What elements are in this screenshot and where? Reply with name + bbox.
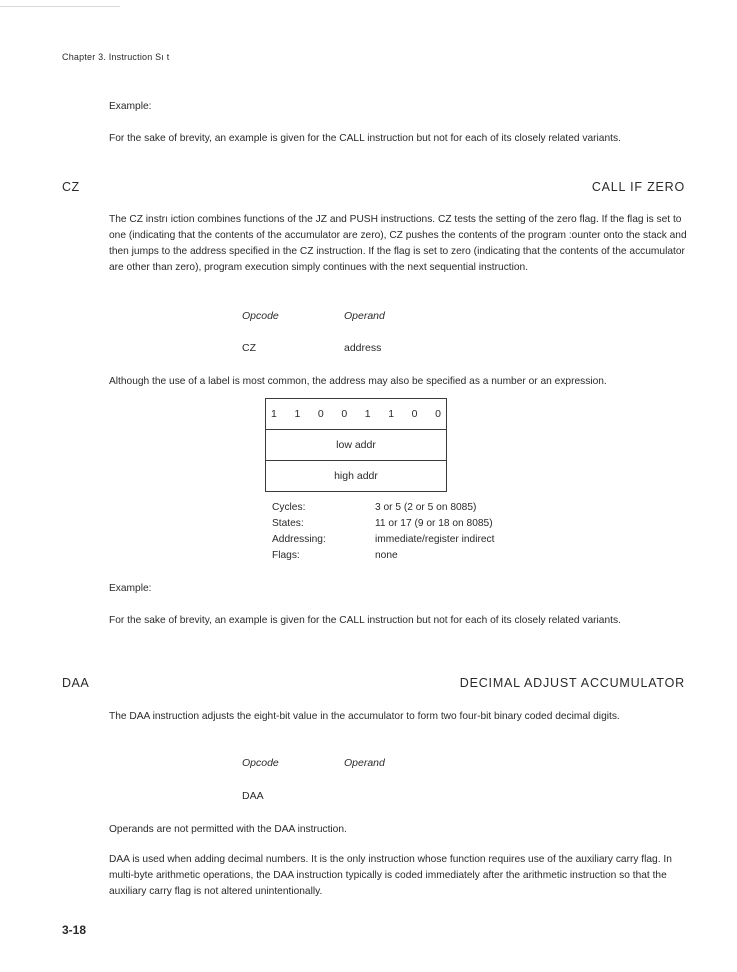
daa-code: DAA xyxy=(62,676,90,690)
daa-operands-note: Operands are not permitted with the DAA instruction. xyxy=(109,824,347,835)
flags-value: none xyxy=(375,550,398,561)
cz-operand: address xyxy=(344,342,382,354)
bit: 1 xyxy=(294,408,301,420)
encoding-bits-row xyxy=(266,399,446,429)
top-rule xyxy=(0,6,120,7)
cz-opcode-header: Opcode xyxy=(242,310,279,322)
cycles-label: Cycles: xyxy=(272,502,306,513)
addressing-value: immediate/register indirect xyxy=(375,534,495,545)
cz-encoding-table xyxy=(265,398,447,492)
daa-opcode: DAA xyxy=(242,790,264,802)
cz-opcode: CZ xyxy=(242,342,256,354)
daa-operand-header: Operand xyxy=(344,757,385,769)
encoding-low-addr-row: low addr xyxy=(266,429,446,460)
cz-address-note: Although the use of a label is most common, the address may also be specified as a number or an expression. xyxy=(109,376,607,387)
bit: 1 xyxy=(271,408,277,420)
bit: 0 xyxy=(435,408,441,420)
cz-example-text: For the sake of brevity, an example is given for the CALL instruction but not for each of its closely related variants. xyxy=(109,615,621,626)
flags-label: Flags: xyxy=(272,550,300,561)
cycles-value: 3 or 5 (2 or 5 on 8085) xyxy=(375,502,477,513)
states-value: 11 or 17 (9 or 18 on 8085) xyxy=(375,518,493,529)
bit: 0 xyxy=(317,408,324,420)
addressing-label: Addressing: xyxy=(272,534,326,545)
states-label: States: xyxy=(272,518,304,529)
encoding-high-addr-row: high addr xyxy=(266,460,446,491)
cz-example-label: Example: xyxy=(109,583,152,594)
bit: 1 xyxy=(388,408,395,420)
bit: 1 xyxy=(364,408,371,420)
bit: 0 xyxy=(341,408,348,420)
daa-opcode-header: Opcode xyxy=(242,757,279,769)
cz-title: CALL IF ZERO xyxy=(591,180,685,194)
bit: 0 xyxy=(411,408,418,420)
cz-code: CZ xyxy=(62,180,80,194)
example-label: Example: xyxy=(109,101,152,112)
daa-description: The DAA instruction adjusts the eight-bit value in the accumulator to form two four-bit binary coded decimal digits. xyxy=(109,711,620,722)
chapter-header: Chapter 3. Instruction Sı t xyxy=(62,52,170,62)
cz-description: The CZ instrı iction combines functions of the JZ and PUSH instructions. CZ tests the setting of the zero flag. If the flag is set to one (indicating that the contents of the accumulator are zero), CZ pushes the contents of the program :ounter onto the stack and then jumps to the address specified in the CZ instruction. If the flag is set to zero (indicating that the contents of the accumulator are other than zero), program execution simply continues with the next sequential instruction. xyxy=(109,214,687,273)
daa-title: DECIMAL ADJUST ACCUMULATOR xyxy=(459,676,685,690)
daa-usage: DAA is used when adding decimal numbers. It is the only instruction whose function requires use of the auxiliary carry flag. In multi-byte arithmetic operations, the DAA instruction typically is coded immediately after the arithmetic instruction so that the auxiliary carry flag is not altered unintentionally. xyxy=(109,854,672,897)
page-number: 3-18 xyxy=(62,923,87,937)
example-text: For the sake of brevity, an example is given for the CALL instruction but not for each of its closely related variants. xyxy=(109,133,621,144)
cz-operand-header: Operand xyxy=(344,310,385,322)
